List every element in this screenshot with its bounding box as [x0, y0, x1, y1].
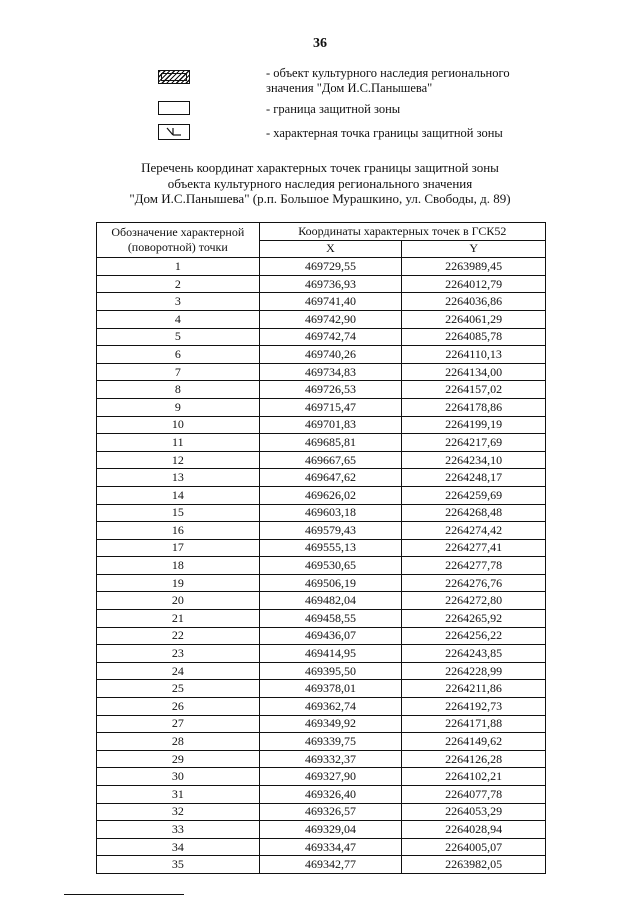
legend: [158, 66, 558, 144]
x-coordinate-cell: 469626,02: [259, 486, 402, 504]
table-row: [97, 803, 546, 821]
table-row: [97, 346, 546, 364]
point-number-cell: 27: [97, 715, 260, 733]
point-number-cell: 16: [97, 522, 260, 540]
header-point-designation: [97, 223, 260, 258]
y-coordinate-cell: 2264134,00: [402, 363, 546, 381]
legend-item-zone-boundary: [158, 100, 558, 124]
point-number-cell: 29: [97, 750, 260, 768]
point-number-cell: 34: [97, 838, 260, 856]
table-row: [97, 768, 546, 786]
table-row: [97, 574, 546, 592]
point-number-cell: 11: [97, 434, 260, 452]
x-coordinate-cell: 469506,19: [259, 574, 402, 592]
table-row: [97, 786, 546, 804]
x-coordinate-cell: 469729,55: [259, 258, 402, 276]
y-coordinate-cell: 2264005,07: [402, 838, 546, 856]
y-coordinate-cell: 2264259,69: [402, 486, 546, 504]
x-coordinate-cell: 469458,55: [259, 610, 402, 628]
point-number-cell: 28: [97, 733, 260, 751]
y-coordinate-cell: 2264178,86: [402, 398, 546, 416]
y-coordinate-cell: 2264272,80: [402, 592, 546, 610]
point-number-cell: 26: [97, 698, 260, 716]
caption-line: Перечень координат характерных точек границы защитной зоны: [141, 160, 499, 175]
table-row: [97, 645, 546, 663]
x-coordinate-cell: 469349,92: [259, 715, 402, 733]
hatched-rectangle-icon: [158, 70, 190, 84]
table-row: [97, 363, 546, 381]
y-coordinate-cell: 2264012,79: [402, 275, 546, 293]
table-row: [97, 469, 546, 487]
legend-text-heritage-line1: - объект культурного наследия регионального: [266, 66, 510, 80]
y-coordinate-cell: 2264248,17: [402, 469, 546, 487]
y-coordinate-cell: 2264077,78: [402, 786, 546, 804]
y-coordinate-cell: 2264274,42: [402, 522, 546, 540]
y-coordinate-cell: 2264265,92: [402, 610, 546, 628]
point-number-cell: 17: [97, 539, 260, 557]
point-number-cell: 4: [97, 310, 260, 328]
table-row: [97, 451, 546, 469]
y-coordinate-cell: 2264028,94: [402, 821, 546, 839]
page-number: 36: [313, 36, 327, 51]
y-coordinate-cell: 2264256,22: [402, 627, 546, 645]
y-coordinate-cell: 2264211,86: [402, 680, 546, 698]
y-coordinate-cell: 2264053,29: [402, 803, 546, 821]
point-number-cell: 35: [97, 856, 260, 874]
footer-divider: [64, 894, 184, 895]
table-row: [97, 662, 546, 680]
x-coordinate-cell: 469685,81: [259, 434, 402, 452]
coordinates-table: [96, 222, 546, 874]
header-y: Y: [402, 240, 546, 258]
x-coordinate-cell: 469734,83: [259, 363, 402, 381]
y-coordinate-cell: 2264217,69: [402, 434, 546, 452]
x-coordinate-cell: 469339,75: [259, 733, 402, 751]
x-coordinate-cell: 469741,40: [259, 293, 402, 311]
y-coordinate-cell: 2264192,73: [402, 698, 546, 716]
x-coordinate-cell: 469326,40: [259, 786, 402, 804]
table-row: [97, 750, 546, 768]
y-coordinate-cell: 2264061,29: [402, 310, 546, 328]
x-coordinate-cell: 469326,57: [259, 803, 402, 821]
y-coordinate-cell: 2264102,21: [402, 768, 546, 786]
x-coordinate-cell: 469327,90: [259, 768, 402, 786]
point-number-cell: 22: [97, 627, 260, 645]
table-row: [97, 328, 546, 346]
x-coordinate-cell: 469378,01: [259, 680, 402, 698]
table-row: [97, 293, 546, 311]
y-coordinate-cell: 2264149,62: [402, 733, 546, 751]
y-coordinate-cell: 2263989,45: [402, 258, 546, 276]
y-coordinate-cell: 2264036,86: [402, 293, 546, 311]
x-coordinate-cell: 469342,77: [259, 856, 402, 874]
y-coordinate-cell: 2264228,99: [402, 662, 546, 680]
point-number-cell: 2: [97, 275, 260, 293]
table-row: [97, 416, 546, 434]
table-row: [97, 821, 546, 839]
y-coordinate-cell: 2264277,41: [402, 539, 546, 557]
x-coordinate-cell: 469603,18: [259, 504, 402, 522]
x-coordinate-cell: 469332,37: [259, 750, 402, 768]
point-number-cell: 21: [97, 610, 260, 628]
x-coordinate-cell: 469334,47: [259, 838, 402, 856]
x-coordinate-cell: 469736,93: [259, 275, 402, 293]
point-number-cell: 23: [97, 645, 260, 663]
point-number-cell: 25: [97, 680, 260, 698]
x-coordinate-cell: 469647,62: [259, 469, 402, 487]
x-coordinate-cell: 469436,07: [259, 627, 402, 645]
header-x: X: [259, 240, 402, 258]
y-coordinate-cell: 2264234,10: [402, 451, 546, 469]
table-row: [97, 592, 546, 610]
legend-item-heritage-object: [158, 66, 558, 100]
legend-item-boundary-point: [158, 124, 558, 144]
y-coordinate-cell: 2264276,76: [402, 574, 546, 592]
table-row: [97, 381, 546, 399]
point-number-cell: 15: [97, 504, 260, 522]
table-row: [97, 539, 546, 557]
legend-text-boundary-point: - характерная точка границы защитной зоны: [266, 126, 503, 140]
x-coordinate-cell: 469740,26: [259, 346, 402, 364]
x-coordinate-cell: 469395,50: [259, 662, 402, 680]
point-number-cell: 7: [97, 363, 260, 381]
x-coordinate-cell: 469329,04: [259, 821, 402, 839]
point-number-cell: 5: [97, 328, 260, 346]
header-point-line2: (поворотной) точки: [127, 240, 228, 255]
boundary-point-icon: [158, 124, 190, 140]
point-number-cell: 31: [97, 786, 260, 804]
x-coordinate-cell: 469482,04: [259, 592, 402, 610]
table-row: [97, 398, 546, 416]
header-point-line1: Обозначение характерной: [111, 225, 245, 240]
table-row: [97, 522, 546, 540]
point-number-cell: 8: [97, 381, 260, 399]
caption-line: "Дом И.С.Панышева" (р.п. Большое Мурашкино, ул. Свободы, д. 89): [129, 191, 511, 206]
table-row: [97, 486, 546, 504]
x-coordinate-cell: 469555,13: [259, 539, 402, 557]
x-coordinate-cell: 469726,53: [259, 381, 402, 399]
table-row: [97, 557, 546, 575]
y-coordinate-cell: 2264110,13: [402, 346, 546, 364]
y-coordinate-cell: 2264085,78: [402, 328, 546, 346]
y-coordinate-cell: 2264268,48: [402, 504, 546, 522]
y-coordinate-cell: 2263982,05: [402, 856, 546, 874]
point-number-cell: 18: [97, 557, 260, 575]
y-coordinate-cell: 2264126,28: [402, 750, 546, 768]
table-row: [97, 610, 546, 628]
table-row: [97, 680, 546, 698]
y-coordinate-cell: 2264157,02: [402, 381, 546, 399]
x-coordinate-cell: 469362,74: [259, 698, 402, 716]
point-number-cell: 3: [97, 293, 260, 311]
table-row: [97, 838, 546, 856]
point-number-cell: 9: [97, 398, 260, 416]
empty-rectangle-icon: [158, 101, 190, 115]
point-number-cell: 20: [97, 592, 260, 610]
y-coordinate-cell: 2264277,78: [402, 557, 546, 575]
point-number-cell: 30: [97, 768, 260, 786]
x-coordinate-cell: 469579,43: [259, 522, 402, 540]
x-coordinate-cell: 469667,65: [259, 451, 402, 469]
y-coordinate-cell: 2264199,19: [402, 416, 546, 434]
table-row: [97, 856, 546, 874]
x-coordinate-cell: 469742,74: [259, 328, 402, 346]
table-row: [97, 698, 546, 716]
table-row: [97, 434, 546, 452]
table-row: [97, 310, 546, 328]
legend-text-zone-boundary: - граница защитной зоны: [266, 102, 401, 116]
point-number-cell: 1: [97, 258, 260, 276]
y-coordinate-cell: 2264243,85: [402, 645, 546, 663]
table-row: [97, 504, 546, 522]
point-number-cell: 6: [97, 346, 260, 364]
x-coordinate-cell: 469742,90: [259, 310, 402, 328]
header-coordinates: Координаты характерных точек в ГСК52: [259, 223, 545, 241]
table-row: [97, 733, 546, 751]
table-row: [97, 627, 546, 645]
point-number-cell: 33: [97, 821, 260, 839]
table-row: [97, 275, 546, 293]
point-number-cell: 24: [97, 662, 260, 680]
x-coordinate-cell: 469715,47: [259, 398, 402, 416]
x-coordinate-cell: 469530,65: [259, 557, 402, 575]
point-number-cell: 13: [97, 469, 260, 487]
y-coordinate-cell: 2264171,88: [402, 715, 546, 733]
point-number-cell: 32: [97, 803, 260, 821]
x-coordinate-cell: 469414,95: [259, 645, 402, 663]
point-number-cell: 19: [97, 574, 260, 592]
legend-text-heritage-line2: значения "Дом И.С.Панышева": [266, 81, 433, 95]
table-row: [97, 258, 546, 276]
table-caption: [0, 160, 640, 207]
point-number-cell: 10: [97, 416, 260, 434]
point-number-cell: 14: [97, 486, 260, 504]
x-coordinate-cell: 469701,83: [259, 416, 402, 434]
table-header-row: [97, 223, 546, 241]
table-body: [97, 258, 546, 874]
table-row: [97, 715, 546, 733]
point-number-cell: 12: [97, 451, 260, 469]
caption-line: объекта культурного наследия регионального значения: [167, 175, 473, 191]
